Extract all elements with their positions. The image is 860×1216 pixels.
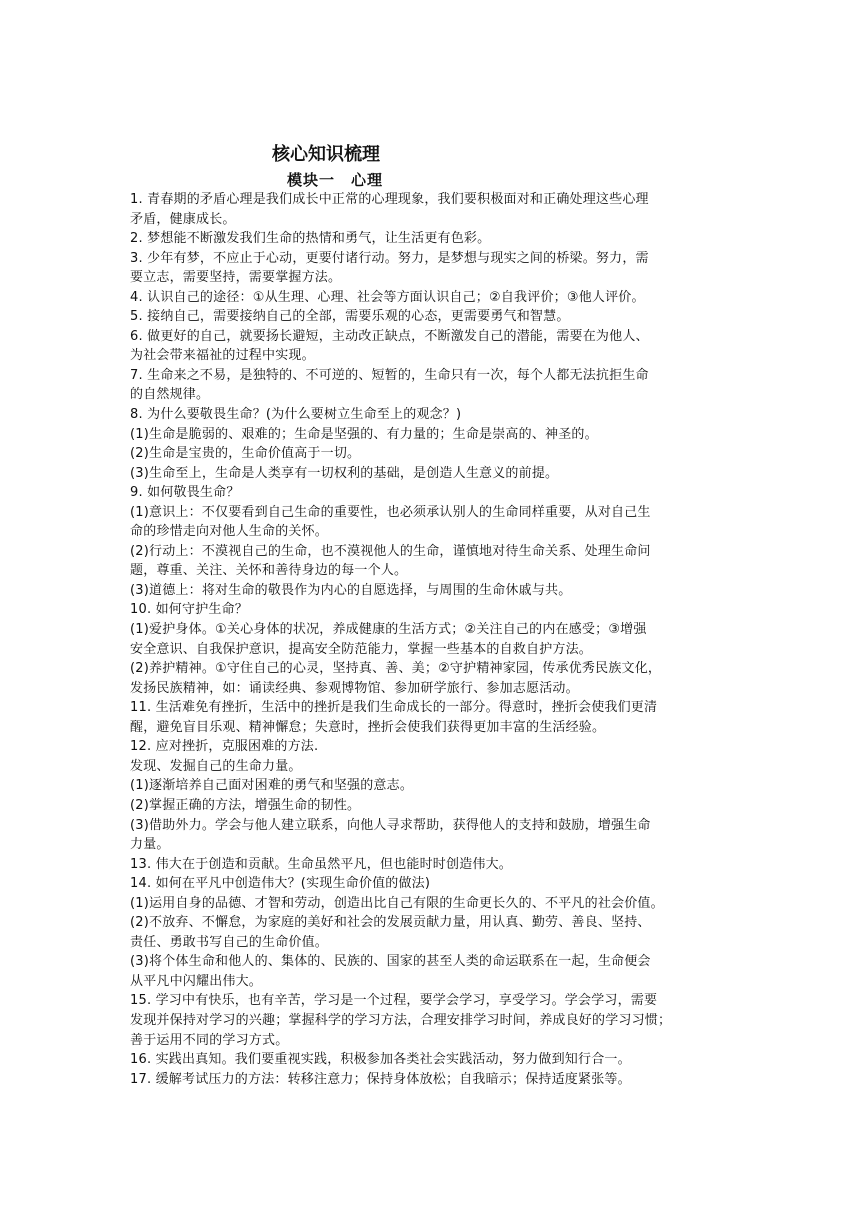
text-line: 命的珍惜走向对他人生命的关怀。 [130, 524, 329, 540]
text-line: (2)养护精神。①守住自己的心灵，坚持真、善、美；②守护精神家园，传承优秀民族文化， [130, 661, 662, 677]
text-line: 12. 应对挫折，克服困难的方法. [130, 739, 319, 755]
text-line: 11. 生活难免有挫折，生活中的挫折是我们生命成长的一部分。得意时，挫折会使我们更清 [130, 700, 658, 716]
text-line: 14. 如何在平凡中创造伟大？(实现生命价值的做法) [130, 876, 431, 892]
text-line: 9. 如何敬畏生命？ [130, 485, 240, 501]
text-line: (3)借助外力。学会与他人建立联系，向他人寻求帮助，获得他人的支持和鼓励，增强生命 [130, 817, 651, 833]
text-line: 发现并保持对学习的兴趣；掌握科学的学习方法，合理安排学习时间，养成良好的学习习惯； [130, 1012, 672, 1028]
text-line: (2)行动上：不漠视自己的生命，也不漠视他人的生命，谨慎地对待生命关系、处理生命问 [130, 543, 651, 559]
text-line: 发现、发掘自己的生命力量。 [130, 758, 302, 774]
text-line: (2)不放弃、不懈怠，为家庭的美好和社会的发展贡献力量，用认真、勤劳、善良、坚持、 [130, 915, 651, 931]
text-line: 2. 梦想能不断激发我们生命的热情和勇气，让生活更有色彩。 [130, 231, 491, 247]
text-line: 题，尊重、关注、关怀和善待身边的每一个人。 [130, 563, 408, 579]
text-line: 发扬民族精神，如：诵读经典、参观博物馆、参加研学旅行、参加志愿活动。 [130, 680, 579, 696]
text-line: 的自然规律。 [130, 387, 210, 403]
text-line: (1)生命是脆弱的、艰难的；生命是坚强的、有力量的；生命是崇高的、神圣的。 [130, 426, 598, 442]
text-line: 为社会带来福祉的过程中实现。 [130, 348, 315, 364]
text-line: (1)爱护身体。①关心身体的状况，养成健康的生活方式；②关注自己的内在感受；③增强 [130, 622, 647, 638]
text-line: 13. 伟大在于创造和贡献。生命虽然平凡，但也能时时创造伟大。 [130, 856, 513, 872]
text-line: 6. 做更好的自己，就要扬长避短，主动改正缺点，不断激发自己的潜能，需要在为他人、 [130, 328, 649, 344]
page-title: 核心知识梳理 [272, 144, 380, 165]
text-line: (2)生命是宝贵的，生命价值高于一切。 [130, 446, 361, 462]
text-line: (1)运用自身的品德、才智和劳动，创造出比自己有限的生命更长久的、不平凡的社会价值。 [130, 895, 664, 911]
module-heading: 模块一 心理 [287, 171, 384, 189]
text-line: 善于运用不同的学习方式。 [130, 1032, 289, 1048]
text-line: (2)掌握正确的方法，增强生命的韧性。 [130, 797, 361, 813]
text-line: 1. 青春期的矛盾心理是我们成长中正常的心理现象，我们要积极面对和正确处理这些心理 [130, 192, 649, 207]
text-line: (3)生命至上，生命是人类享有一切权利的基础，是创造人生意义的前提。 [130, 465, 559, 481]
text-line: 4. 认识自己的途径：①从生理、心理、社会等方面认识自己；②自我评价；③他人评价。 [130, 289, 645, 305]
text-line: 醒，避免盲目乐观、精神懈怠；失意时，挫折会使我们获得更加丰富的生活经验。 [130, 719, 606, 735]
text-line: 矛盾，健康成长。 [130, 211, 236, 227]
text-line: 从平凡中闪耀出伟大。 [130, 973, 263, 989]
document-page [130, 140, 732, 1089]
text-line: 8. 为什么要敬畏生命？(为什么要树立生命至上的观念？) [130, 407, 462, 423]
text-line: (3)道德上：将对生命的敬畏作为内心的自愿选择，与周围的生命休戚与共。 [130, 582, 572, 598]
text-line: (1)意识上：不仅要看到自己生命的重要性，也必须承认别人的生命同样重要，从对自己生 [130, 504, 651, 520]
text-line: 责任、勇敢书写自己的生命价值。 [130, 934, 329, 950]
text-line: 3. 少年有梦，不应止于心动，更要付诸行动。努力，是梦想与现实之间的桥梁。努力，需 [130, 250, 649, 266]
knowledge-points-body [130, 190, 732, 1089]
text-line: 要立志，需要坚持，需要掌握方法。 [130, 270, 342, 286]
text-line: 力量。 [130, 837, 170, 853]
text-line: (3)将个体生命和他人的、集体的、民族的、国家的甚至人类的命运联系在一起，生命便会 [130, 954, 651, 970]
text-line: 7. 生命来之不易，是独特的、不可逆的、短暂的，生命只有一次，每个人都无法抗拒生命 [130, 367, 649, 383]
text-line: (1)逐渐培养自己面对困难的勇气和坚强的意志。 [130, 778, 414, 794]
text-line: 16. 实践出真知。我们要重视实践，积极参加各类社会实践活动，努力做到知行合一。 [130, 1052, 631, 1068]
text-line: 5. 接纳自己，需要接纳自己的全部，需要乐观的心态，更需要勇气和智慧。 [130, 309, 570, 325]
text-line: 10. 如何守护生命？ [130, 602, 249, 618]
text-line: 17. 缓解考试压力的方法：转移注意力；保持身体放松；自我暗示；保持适度紧张等。 [130, 1071, 631, 1087]
text-line: 安全意识、自我保护意识，提高安全防范能力，掌握一些基本的自救自护方法。 [130, 641, 593, 657]
text-line: 15. 学习中有快乐，也有辛苦，学习是一个过程，要学会学习，享受学习。学会学习，需要 [130, 993, 658, 1009]
